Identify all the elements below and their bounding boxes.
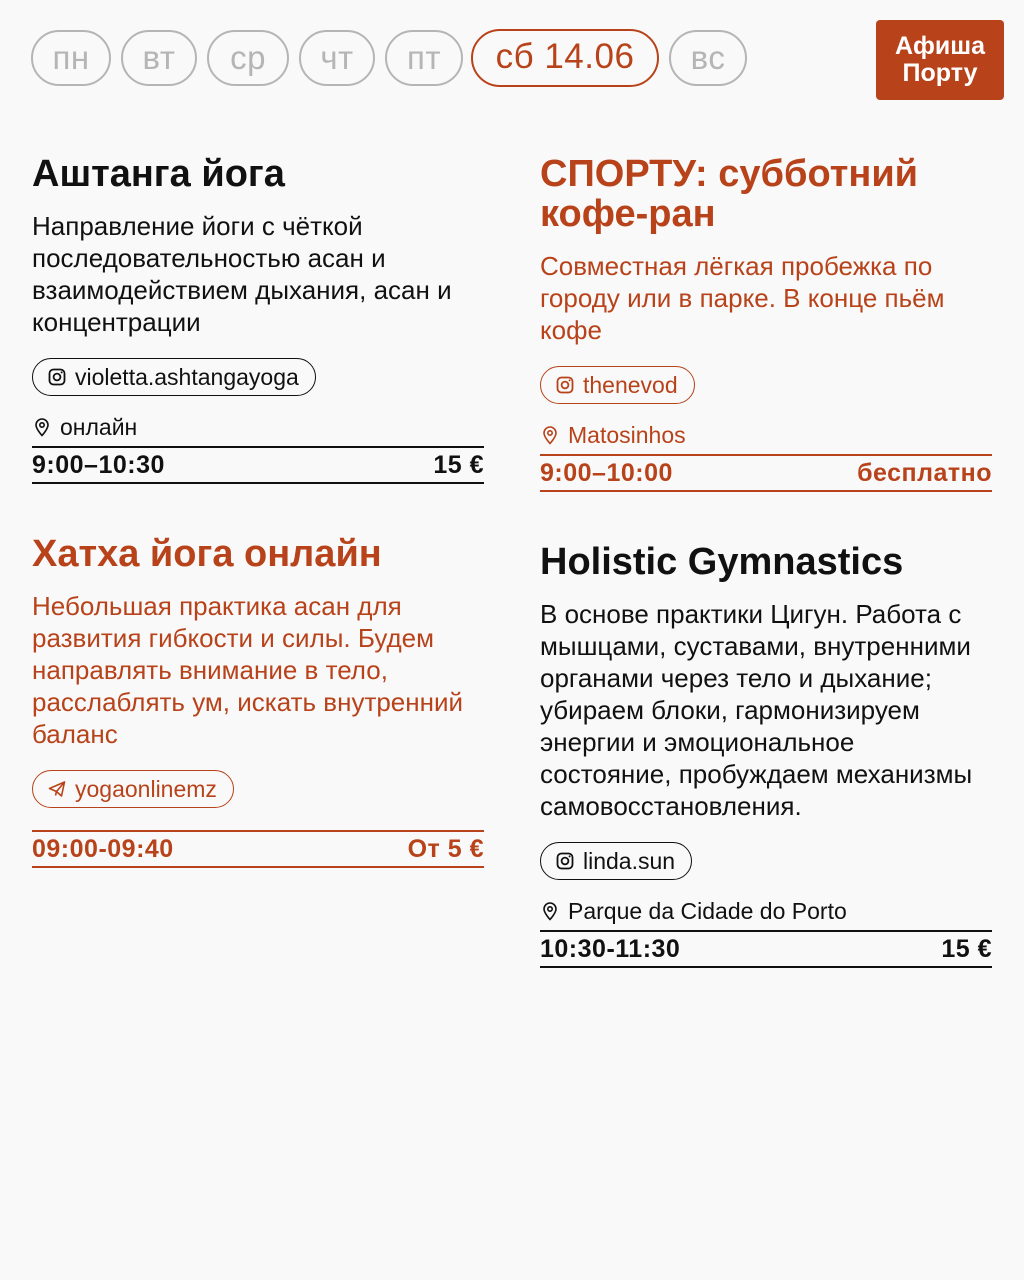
- event-description: Совместная лёгкая пробежка по городу или в парке. В конце пьём кофе: [540, 251, 945, 345]
- event-handle-text: yogaonlinemz: [75, 776, 217, 802]
- location-pin-icon: [540, 425, 560, 445]
- event-card-coffee-run: [540, 154, 992, 492]
- event-card-holistic: [540, 542, 992, 968]
- afisha-porto-logo: [876, 20, 1004, 100]
- event-price: 15 €: [433, 450, 484, 479]
- event-title: Holistic Gymnastics: [540, 541, 904, 583]
- event-description: Направление йоги с чёткой последовательностью асан и взаимодействием дыхания, асан и концентрации: [32, 211, 452, 337]
- instagram-icon: [555, 851, 575, 871]
- event-time-price-row: [540, 932, 992, 966]
- day-tab-sat[interactable]: сб 14.06: [471, 29, 659, 87]
- day-tab-sun[interactable]: вс: [669, 30, 747, 86]
- event-handle-link[interactable]: [540, 842, 692, 880]
- logo-line-2: Порту: [902, 59, 978, 87]
- instagram-icon: [47, 367, 67, 387]
- event-title: Аштанга йога: [32, 153, 285, 195]
- day-tab-mon[interactable]: пн: [31, 30, 111, 86]
- divider: [540, 490, 992, 492]
- event-handle-text: violetta.ashtangayoga: [75, 364, 299, 390]
- event-location-text: онлайн: [60, 413, 138, 440]
- event-card-ashtanga: [32, 154, 484, 484]
- event-handle-link[interactable]: [540, 366, 695, 404]
- event-title: СПОРТУ: субботний кофе-ран: [540, 153, 919, 235]
- divider: [32, 866, 484, 868]
- location-pin-icon: [540, 901, 560, 921]
- event-time-price-row: [32, 448, 484, 482]
- event-description: Небольшая практика асан для развития гибкости и силы. Будем направлять внимание в тело, расслаблять ум, искать внутренний баланс: [32, 591, 464, 749]
- event-location: [32, 412, 484, 442]
- event-time-price-row: [32, 832, 484, 866]
- event-title: Хатха йога онлайн: [32, 533, 382, 575]
- divider: [32, 482, 484, 484]
- event-price: От 5 €: [407, 834, 484, 863]
- instagram-icon: [555, 375, 575, 395]
- event-location: [540, 896, 992, 926]
- event-location-text: Parque da Cidade do Porto: [568, 897, 847, 924]
- telegram-icon: [47, 779, 67, 799]
- day-tab-wed[interactable]: ср: [207, 30, 289, 86]
- event-price: 15 €: [941, 934, 992, 963]
- event-time-price-row: [540, 456, 992, 490]
- event-location-text: Matosinhos: [568, 421, 686, 448]
- event-time: 9:00–10:30: [32, 450, 165, 479]
- event-time: 10:30-11:30: [540, 934, 681, 963]
- event-handle-text: thenevod: [583, 372, 678, 398]
- day-tab-thu[interactable]: чт: [299, 30, 375, 86]
- divider: [540, 966, 992, 968]
- event-location: [540, 420, 992, 450]
- day-tab-tue[interactable]: вт: [121, 30, 197, 86]
- event-time: 09:00-09:40: [32, 834, 174, 863]
- location-pin-icon: [32, 417, 52, 437]
- event-handle-text: linda.sun: [583, 848, 676, 874]
- event-card-hatha: [32, 534, 484, 868]
- event-time: 9:00–10:00: [540, 458, 673, 487]
- event-price: бесплатно: [857, 458, 992, 487]
- event-handle-link[interactable]: [32, 358, 316, 396]
- day-tab-fri[interactable]: пт: [385, 30, 463, 86]
- event-handle-link[interactable]: [32, 770, 234, 808]
- event-description: В основе практики Цигун. Работа с мышцами, суставами, внутренними органами через тело и дыхание; убираем блоки, гармонизируем энергии и эмоциональное состояние, пробуждаем механизмы самовосстановления.: [540, 599, 973, 821]
- logo-line-1: Афиша: [894, 32, 986, 60]
